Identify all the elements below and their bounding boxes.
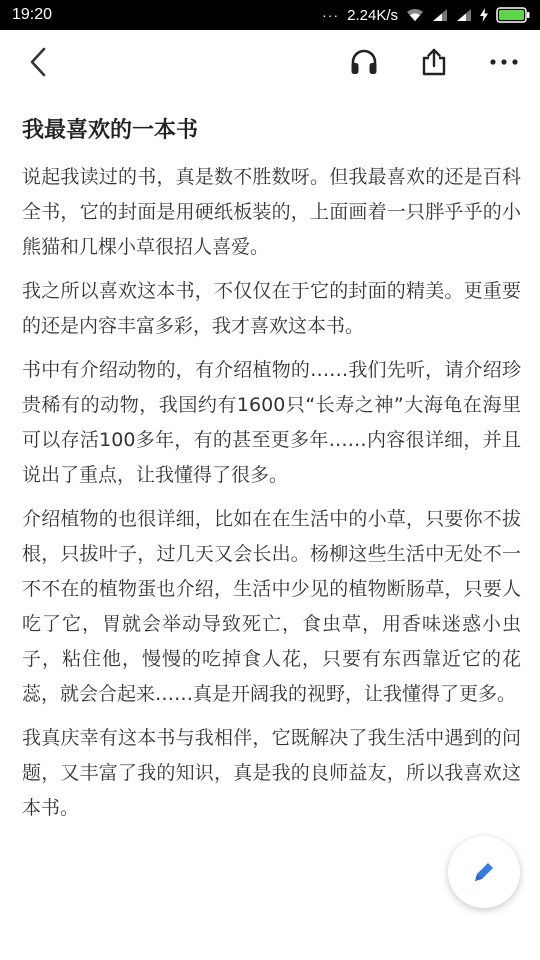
article-paragraph: 我真庆幸有这本书与我相伴，它既解决了我生活中遇到的问题，又丰富了我的知识，真是我的良师益友，所以我喜欢这本书。 bbox=[22, 727, 521, 819]
network-speed: 2.24K/s bbox=[347, 6, 398, 24]
status-bar bbox=[0, 0, 540, 30]
more-dots-icon: ··· bbox=[322, 7, 340, 23]
more-icon[interactable] bbox=[486, 44, 522, 80]
status-time: 19:20 bbox=[12, 6, 53, 23]
share-icon[interactable] bbox=[416, 44, 452, 80]
app-bar bbox=[0, 30, 540, 94]
app-bar-actions bbox=[346, 44, 522, 80]
status-icons bbox=[322, 7, 530, 24]
article-paragraph: 说起我读过的书，真是数不胜数呀。但我最喜欢的还是百科全书，它的封面是用硬纸板装的，上面画着一只胖乎乎的小熊猫和几棵小草很招人喜爱。 bbox=[22, 166, 521, 258]
article-content bbox=[0, 94, 540, 835]
back-arrow-icon[interactable] bbox=[20, 44, 56, 80]
article-paragraph: 书中有介绍动物的，有介绍植物的……我们先听，请介绍珍贵稀有的动物，我国约有1600只“长寿之神”大海龟在海里可以存活100多年，有的甚至更多年……内容很详细，并且说出了重点，让我懂得了很多。 bbox=[22, 359, 521, 486]
article-title: 我最喜欢的一本书 bbox=[22, 118, 199, 143]
pencil-icon bbox=[471, 859, 497, 885]
article-paragraph: 我之所以喜欢这本书，不仅仅在于它的封面的精美。更重要的还是内容丰富多彩，我才喜欢这本书。 bbox=[22, 280, 521, 337]
signal-icon bbox=[456, 8, 472, 22]
battery-icon bbox=[496, 7, 530, 23]
edit-fab-button[interactable] bbox=[448, 836, 520, 908]
headphones-icon[interactable] bbox=[346, 44, 382, 80]
charging-icon bbox=[480, 8, 488, 22]
article-paragraph: 介绍植物的也很详细，比如在在生活中的小草，只要你不拔根，只拔叶子，过几天又会长出。杨柳这些生活中无处不一不不在的植物蛋也介绍，生活中少见的植物断肠草，只要人吃了它，胃就会举动导致死亡，食虫草，用香味迷惑小虫子，粘住他，慢慢的吃掉食人花，只要有东西靠近它的花蕊，就会合起来……真是开阔我的视野，让我懂得了更多。 bbox=[22, 508, 521, 705]
wifi-icon bbox=[406, 8, 424, 22]
signal-icon bbox=[432, 8, 448, 22]
